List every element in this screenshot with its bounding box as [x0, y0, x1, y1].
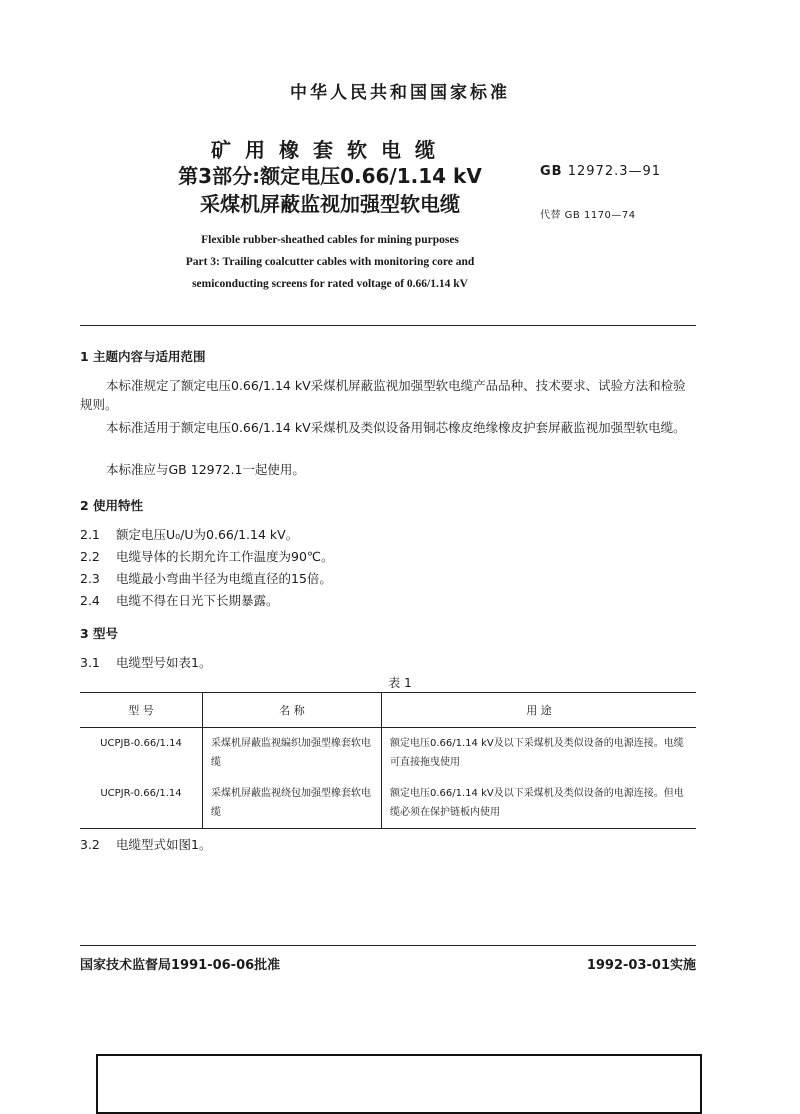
item-number: 2.3	[80, 571, 100, 586]
cell-usage: 额定电压0.66/1.14 kV及以下采煤机及类似设备的电源连接。电缆可直接拖曳使用	[390, 738, 684, 768]
col-header-name: 名 称	[203, 693, 382, 728]
section1-para1: 本标准规定了额定电压0.66/1.14 kV采煤机屏蔽监视加强型软电缆产品品种、技术要求、试验方法和检验规则。	[80, 378, 686, 412]
section1-heading: 1 主题内容与适用范围	[80, 349, 206, 364]
section2-heading: 2 使用特性	[80, 498, 144, 513]
item-number: 3.2	[80, 837, 100, 852]
item-text: 电缆导体的长期允许工作温度为90℃。	[116, 549, 334, 564]
list-item	[80, 525, 298, 543]
cell-name: 采煤机屏蔽监视绕包加强型橡套软电缆	[203, 778, 382, 829]
list-item	[80, 653, 211, 671]
table-row	[80, 728, 696, 779]
col-header-model: 型 号	[80, 693, 203, 728]
list-item	[80, 591, 279, 609]
item-text: 电缆型式如图1。	[116, 837, 212, 852]
table-row	[80, 778, 696, 829]
list-item	[80, 835, 211, 853]
page-frame	[96, 1054, 702, 1114]
item-text: 电缆最小弯曲半径为电缆直径的15倍。	[116, 571, 332, 586]
standard-title-line3: 采煤机屏蔽监视加强型软电缆	[200, 192, 460, 216]
issuing-agency: 中华人民共和国国家标准	[290, 83, 510, 103]
section3-heading: 3 型号	[80, 626, 119, 641]
footer-divider	[80, 945, 696, 946]
approval-note: 国家技术监督局1991-06-06批准	[80, 958, 281, 973]
section1-para3: 本标准应与GB 12972.1一起使用。	[106, 462, 305, 477]
header-divider	[80, 325, 696, 326]
standard-code	[540, 164, 661, 179]
replaces-note: 代替 GB 1170—74	[540, 210, 636, 221]
cell-model: UCPJR-0.66/1.14	[80, 778, 203, 829]
standard-title-line1: 矿用橡套软电缆	[211, 138, 449, 162]
cell-name: 采煤机屏蔽监视编织加强型橡套软电缆	[203, 728, 382, 779]
english-title-line2: Part 3: Trailing coalcutter cables with monitoring core and	[185, 256, 475, 268]
item-text: 电缆不得在日光下长期暴露。	[116, 593, 279, 608]
item-number: 3.1	[80, 655, 100, 670]
table-header-row	[80, 693, 696, 728]
cell-usage: 额定电压0.66/1.14 kV及以下采煤机及类似设备的电源连接。但电缆必须在保护链板内使用	[382, 778, 697, 829]
item-text: 电缆型号如表1。	[116, 655, 212, 670]
standard-code-prefix: GB	[540, 164, 563, 179]
list-item	[80, 569, 332, 587]
model-table	[80, 692, 696, 829]
english-title-line3: semiconducting screens for rated voltage of 0.66/1.14 kV	[192, 278, 468, 290]
table-caption: 表 1	[388, 676, 412, 690]
list-item	[80, 547, 333, 565]
item-number: 2.1	[80, 527, 100, 542]
english-title-line1: Flexible rubber-sheathed cables for mining purposes	[201, 234, 459, 246]
item-number: 2.2	[80, 549, 100, 564]
standard-title-line2: 第3部分:额定电压0.66/1.14 kV	[178, 164, 482, 188]
item-text: 额定电压U₀/U为0.66/1.14 kV。	[116, 527, 299, 542]
col-header-usage: 用 途	[382, 693, 697, 728]
cell-model: UCPJB-0.66/1.14	[80, 728, 203, 779]
section1-para2: 本标准适用于额定电压0.66/1.14 kV采煤机及类似设备用铜芯橡皮绝缘橡皮护套屏蔽监视加强型软电缆。	[106, 420, 686, 435]
effective-date: 1992-03-01实施	[586, 958, 696, 973]
item-number: 2.4	[80, 593, 100, 608]
standard-code-number: 12972.3—91	[567, 164, 662, 179]
